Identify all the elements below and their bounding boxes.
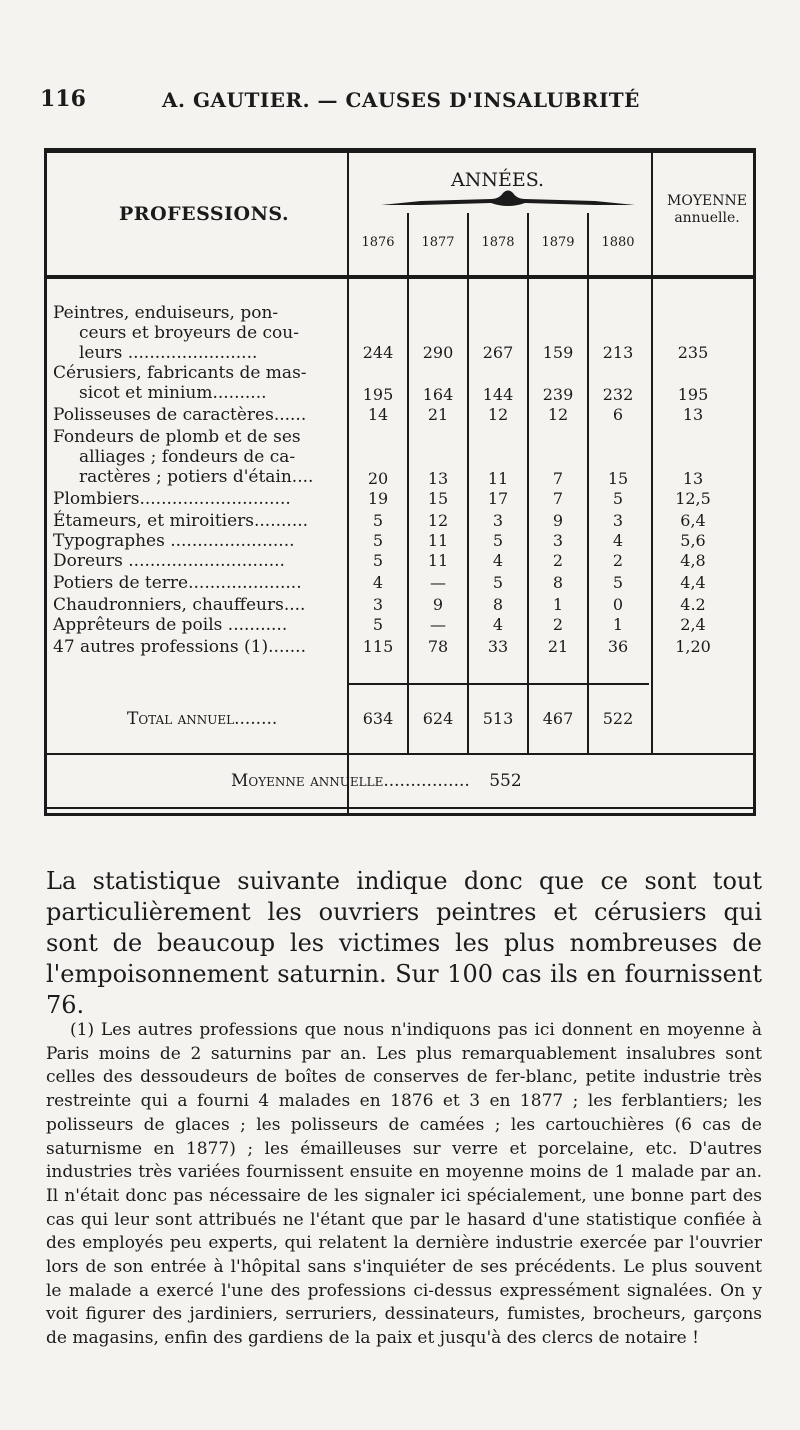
moyenne-cell: 195	[677, 385, 709, 404]
moyenne-cell: 4.2	[680, 595, 706, 614]
cell: 213	[602, 343, 634, 362]
moyenne-annuelle-value: 552	[489, 771, 522, 791]
year-1878: 1878	[481, 235, 515, 250]
cell: 232	[602, 385, 634, 404]
cell: 12	[427, 511, 449, 530]
top-rule	[47, 151, 753, 153]
total-cell: 624	[422, 709, 454, 728]
bottom-rule	[47, 807, 753, 809]
cell: 9	[552, 511, 564, 530]
cell: 4	[492, 615, 504, 634]
row-label: Étameurs, et miroitiers..........	[53, 511, 309, 531]
year-1877: 1877	[421, 235, 455, 250]
cell: 15	[427, 489, 449, 508]
cell: 2	[612, 551, 624, 570]
moyenne-annuelle-row: Moyenne annuelle................ 552	[231, 771, 522, 791]
annees-header: ANNÉES.	[451, 169, 545, 191]
cell: 4	[372, 573, 384, 592]
year-1880: 1880	[601, 235, 635, 250]
cell: 15	[607, 469, 629, 488]
cell: 2	[552, 615, 564, 634]
statistics-table	[44, 148, 756, 816]
cell: —	[430, 573, 446, 592]
total-cell: 522	[602, 709, 634, 728]
ornament-rule	[381, 189, 635, 213]
cell: 5	[372, 551, 384, 570]
row-label: Chaudronniers, chauffeurs....	[53, 595, 306, 615]
row-label: Fondeurs de plomb et de ses alliages ; fondeurs de ca- ractères ; potiers d'étain....	[53, 427, 314, 487]
cell: 21	[427, 405, 449, 424]
cell: 5	[612, 489, 624, 508]
cell: 5	[612, 573, 624, 592]
moyenne-cell: 2,4	[680, 615, 706, 634]
cell: 3	[372, 595, 384, 614]
cell: 8	[552, 573, 564, 592]
cell: 2	[552, 551, 564, 570]
cell: 33	[487, 637, 509, 656]
row-label: Polisseuses de caractères......	[53, 405, 307, 425]
cell: 11	[427, 551, 449, 570]
total-rule	[347, 683, 649, 685]
cell: 36	[607, 637, 629, 656]
cell: 5	[492, 531, 504, 550]
cell: 144	[482, 385, 514, 404]
cell: 3	[492, 511, 504, 530]
cell: 11	[427, 531, 449, 550]
cell: 164	[422, 385, 454, 404]
col-divider	[651, 151, 653, 753]
cell: 6	[612, 405, 624, 424]
main-paragraph: La statistique suivante indique donc que ce sont tout particulièrement les ouvriers peintres et cérusiers qui sont de beaucoup les victimes les plus nombreuses de l'empoisonnement saturnin. Sur 100 cas ils en fournissent 76.	[46, 867, 762, 1019]
cell: 17	[487, 489, 509, 508]
cell: 5	[492, 573, 504, 592]
cell: 13	[427, 469, 449, 488]
row-label: Cérusiers, fabricants de mas- sicot et minium..........	[53, 363, 307, 403]
year-1879: 1879	[541, 235, 575, 250]
moyenne-rule	[47, 753, 753, 755]
footnote: (1) Les autres professions que nous n'indiquons pas ici donnent en moyenne à Paris moins de 2 saturnins par an. Les plus remarquablement insalubres sont celles des dessoudeurs de boîtes de conserves de fer-blanc, petite industrie très restreinte qui a fourni 4 malades en 1876 et 3 en 1877 ; les ferblantiers; les polisseurs de glaces ; les polisseurs de camées ; les cartouchières (6 cas de saturnisme en 1877) ; les émailleuses sur verre et porcelaine, etc. D'autres industries très variées fournissent ensuite en moyenne moins de 1 malade par an. Il n'était donc pas nécessaire de les signaler ici spécialement, une bonne part des cas qui leur sont attribués ne l'étant que par le hasard d'une statistique confiée à des employés peu experts, qui relatent la dernière industrie exercée par l'ouvrier lors de son entrée à l'hôpital sans s'inquiéter de ses précédents. Le plus souvent le malade a exercé l'une des professions ci-dessus expressément signalées. On y voit figurer des jardiniers, serruriers, dessinateurs, fumistes, brocheurs, garçons de magasins, enfin des gardiens de la paix et jusqu'à des clercs de notaire !	[46, 1020, 762, 1349]
cell: 5	[372, 615, 384, 634]
cell: —	[430, 615, 446, 634]
moyenne-cell: 4,4	[680, 573, 706, 592]
moyenne-cell: 12,5	[675, 489, 711, 508]
total-label: Total annuel........	[127, 709, 278, 729]
cell: 5	[372, 511, 384, 530]
cell: 3	[552, 531, 564, 550]
cell: 1	[612, 615, 624, 634]
cell: 19	[367, 489, 389, 508]
running-title: A. GAUTIER. — CAUSES D'INSALUBRITÉ	[162, 88, 640, 112]
row-label: Typographes .......................	[53, 531, 295, 551]
cell: 5	[372, 531, 384, 550]
cell: 239	[542, 385, 574, 404]
page-number: 116	[40, 86, 86, 112]
row-label: Plombiers............................	[53, 489, 291, 509]
cell: 195	[362, 385, 394, 404]
moyenne-cell: 6,4	[680, 511, 706, 530]
cell: 12	[487, 405, 509, 424]
moyenne-cell: 13	[682, 469, 704, 488]
cell: 115	[362, 637, 394, 656]
header-rule	[47, 275, 753, 279]
cell: 14	[367, 405, 389, 424]
cell: 7	[552, 469, 564, 488]
total-cell: 467	[542, 709, 574, 728]
cell: 159	[542, 343, 574, 362]
total-cell: 634	[362, 709, 394, 728]
cell: 11	[487, 469, 509, 488]
page-header	[40, 86, 760, 116]
row-label: Apprêteurs de poils ...........	[53, 615, 288, 635]
moyenne-cell: 4,8	[680, 551, 706, 570]
cell: 21	[547, 637, 569, 656]
cell: 20	[367, 469, 389, 488]
cell: 4	[612, 531, 624, 550]
cell: 1	[552, 595, 564, 614]
row-label: Doreurs .............................	[53, 551, 285, 571]
cell: 7	[552, 489, 564, 508]
cell: 0	[612, 595, 624, 614]
moyenne-cell: 1,20	[675, 637, 711, 656]
moyenne-cell: 5,6	[680, 531, 706, 550]
row-label: Peintres, enduiseurs, pon- ceurs et broyeurs de cou- leurs ........................	[53, 303, 299, 363]
row-label: 47 autres professions (1).......	[53, 637, 306, 657]
cell: 267	[482, 343, 514, 362]
cell: 9	[432, 595, 444, 614]
cell: 12	[547, 405, 569, 424]
year-1876: 1876	[361, 235, 395, 250]
professions-header: PROFESSIONS.	[119, 203, 290, 225]
row-label: Potiers de terre.....................	[53, 573, 302, 593]
cell: 290	[422, 343, 454, 362]
moyenne-cell: 13	[682, 405, 704, 424]
cell: 4	[492, 551, 504, 570]
cell: 8	[492, 595, 504, 614]
cell: 244	[362, 343, 394, 362]
total-cell: 513	[482, 709, 514, 728]
moyenne-cell: 235	[677, 343, 709, 362]
moyenne-header: MOYENNE annuelle.	[667, 193, 747, 226]
cell: 78	[427, 637, 449, 656]
cell: 3	[612, 511, 624, 530]
